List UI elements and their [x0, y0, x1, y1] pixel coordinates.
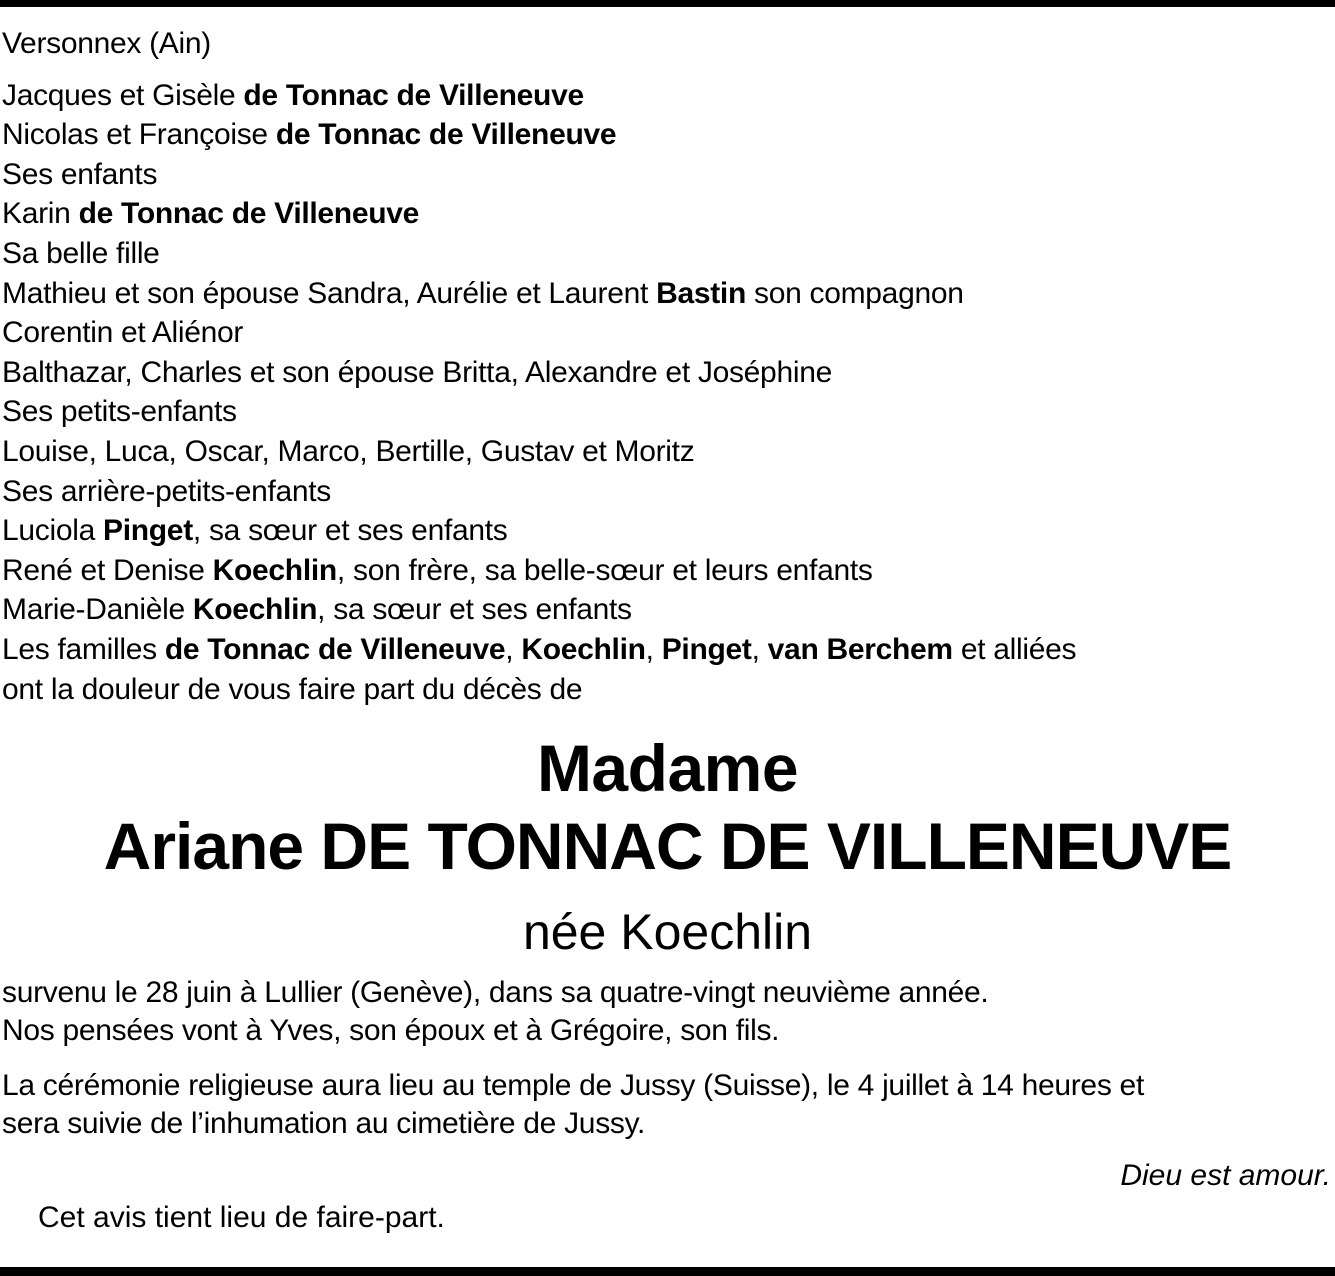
motto: Dieu est amour.	[1120, 1159, 1331, 1192]
family-text: Les familles	[2, 632, 165, 666]
family-surname: de Tonnac de Villeneuve	[275, 118, 617, 152]
family-surname: de Tonnac de Villeneuve	[243, 78, 584, 112]
family-surname: van Berchem	[767, 632, 953, 666]
family-surname: Koechlin	[192, 593, 318, 627]
family-text: ,	[751, 632, 768, 666]
family-text: René et Denise	[2, 553, 213, 587]
family-surname: Koechlin	[212, 553, 337, 587]
family-text: Balthazar, Charles et son épouse Britta, Alexandre et Joséphine	[2, 355, 832, 389]
family-surname: Bastin	[656, 276, 746, 310]
family-text: Jacques et Gisèle	[2, 78, 244, 112]
family-surname: Pinget	[103, 514, 193, 548]
family-line	[2, 76, 1332, 116]
family-line	[2, 234, 1332, 274]
family-surname: de Tonnac de Villeneuve	[78, 197, 420, 231]
family-line	[2, 551, 1332, 591]
family-text: Nicolas et Françoise	[2, 118, 276, 152]
family-text: ,	[505, 632, 522, 666]
spacer	[2, 64, 1332, 76]
death-details: survenu le 28 juin à Lullier (Genève), dans sa quatre-vingt neuvième année.	[2, 976, 989, 1009]
thoughts-line: Nos pensées vont à Yves, son époux et à Grégoire, son fils.	[2, 1014, 780, 1047]
family-line	[2, 590, 1332, 630]
family-line	[2, 274, 1332, 314]
family-text: Karin	[2, 197, 79, 231]
bottom-rule	[0, 1267, 1335, 1276]
family-text: , sa sœur et ses enfants	[317, 593, 632, 627]
family-text: , sa sœur et ses enfants	[192, 514, 508, 548]
family-line	[2, 194, 1332, 234]
ceremony-line-2: sera suivie de l’inhumation au cimetière de Jussy.	[2, 1107, 646, 1140]
family-line	[2, 155, 1332, 195]
family-text: Ses arrière-petits-enfants	[2, 474, 332, 508]
family-text: ,	[645, 632, 662, 666]
deceased-honorific: Madame	[536, 731, 799, 805]
top-rule	[0, 0, 1335, 7]
deceased-name: Ariane DE TONNAC DE VILLENEUVE	[103, 809, 1232, 883]
deceased-maiden-name: née Koechlin	[522, 904, 813, 960]
family-text: Corentin et Aliénor	[2, 316, 244, 350]
family-line	[2, 630, 1332, 670]
family-text: Louise, Luca, Oscar, Marco, Bertille, Gustav et Moritz	[2, 434, 695, 468]
family-text: et alliées	[952, 632, 1077, 666]
family-text: Luciola	[2, 514, 104, 548]
family-line	[2, 472, 1332, 512]
family-line	[2, 313, 1332, 353]
ceremony-line-1: La cérémonie religieuse aura lieu au temple de Jussy (Suisse), le 4 juillet à 14 heures et	[2, 1069, 1144, 1102]
family-text: Sa belle fille	[2, 236, 160, 270]
family-list	[2, 76, 1332, 710]
family-text: son compagnon	[745, 276, 964, 310]
closing-note: Cet avis tient lieu de faire-part.	[38, 1201, 445, 1234]
family-text: ont la douleur de vous faire part du décès de	[2, 672, 583, 706]
family-text: , son frère, sa belle-sœur et leurs enfants	[336, 553, 873, 587]
family-line	[2, 670, 1332, 710]
family-text: Marie-Danièle	[2, 593, 193, 627]
family-text: Ses enfants	[2, 157, 158, 191]
family-line	[2, 115, 1332, 155]
family-line	[2, 353, 1332, 393]
obituary-notice	[2, 24, 1332, 709]
family-line	[2, 511, 1332, 551]
family-text: Ses petits-enfants	[2, 395, 237, 429]
family-surname: Koechlin	[521, 632, 646, 666]
family-line	[2, 392, 1332, 432]
family-text: Mathieu et son épouse Sandra, Aurélie et Laurent	[2, 276, 657, 310]
location-line: Versonnex (Ain)	[2, 27, 211, 60]
family-line	[2, 432, 1332, 472]
family-surname: de Tonnac de Villeneuve	[164, 632, 506, 666]
family-surname: Pinget	[661, 632, 752, 666]
